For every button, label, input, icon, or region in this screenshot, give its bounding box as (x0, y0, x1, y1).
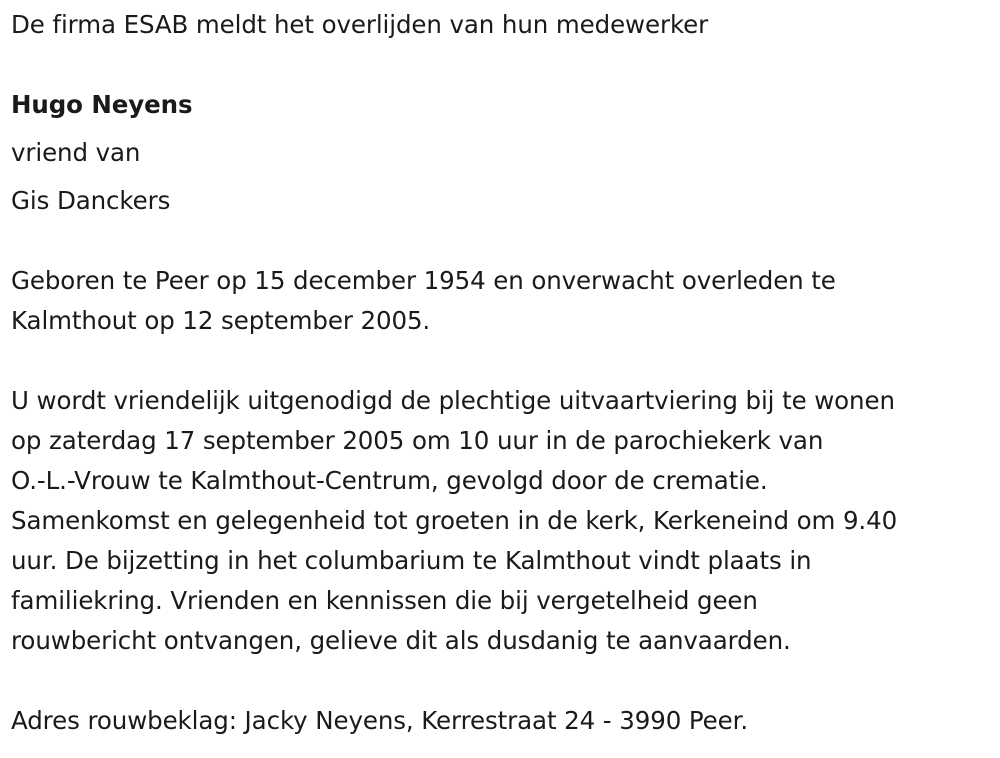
birth-line: Kalmthout op 12 september 2005. (11, 306, 431, 335)
birth-line: Geboren te Peer op 15 december 1954 en onverwacht overleden te (11, 266, 836, 295)
ceremony-line: uur. De bijzetting in het columbarium te Kalmthout vindt plaats in (11, 546, 812, 575)
deceased-name: Hugo Neyens (11, 90, 193, 119)
ceremony-line: U wordt vriendelijk uitgenodigd de plechtige uitvaartviering bij te wonen (11, 386, 895, 415)
relation-text: vriend van (11, 138, 141, 167)
ceremony-line: familiekring. Vrienden en kennissen die bij vergetelheid geen (11, 586, 758, 615)
birth-paragraph (11, 261, 836, 341)
condolence-address: Adres rouwbeklag: Jacky Neyens, Kerrestraat 24 - 3990 Peer. (11, 706, 749, 735)
ceremony-paragraph (11, 381, 897, 661)
ceremony-line: O.-L.-Vrouw te Kalmthout-Centrum, gevolgd door de crematie. (11, 466, 768, 495)
intro-text: De firma ESAB meldt het overlijden van hun medewerker (11, 10, 709, 39)
ceremony-line: op zaterdag 17 september 2005 om 10 uur in de parochiekerk van (11, 426, 824, 455)
relative-name: Gis Danckers (11, 186, 171, 215)
ceremony-line: rouwbericht ontvangen, gelieve dit als dusdanig te aanvaarden. (11, 626, 791, 655)
ceremony-line: Samenkomst en gelegenheid tot groeten in de kerk, Kerkeneind om 9.40 (11, 506, 898, 535)
